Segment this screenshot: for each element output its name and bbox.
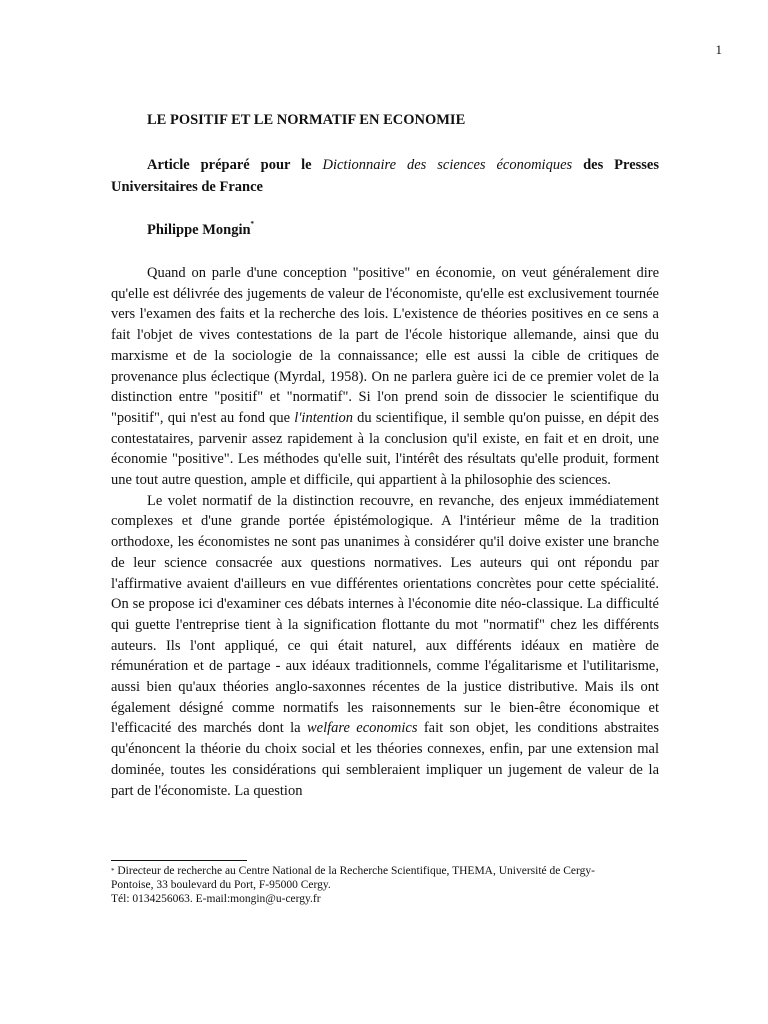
footnote-mark: * [111,867,115,875]
page-number: 1 [715,42,722,57]
author-label: Philippe Mongin [147,222,251,238]
footnote-line-3: Tél: 0134256063. E-mail:mongin@u-cergy.fr [111,893,321,905]
subtitle-suffix: des Presses Universitaires de France [111,157,659,195]
paragraph-1-part-a: Quand on parle d'une conception "positive" en économie, on veut généralement dire qu'elle est délivrée des jugements de valeur de l'économiste, qu'elle est exclusivement tournée vers l'examen des faits et la recherche des lois. L'existence de théories positives en ce sens a fait l'objet de vives contestations de la part de l'école historique allemande, ainsi que du marxisme et de la sociologie de la connaissance; elle est aussi la cible de critiques de provenance plus éclectique (Myrdal, 1958). On ne parlera guère ici de ce premier volet de la distinction entre "positif" et "normatif". Si l'on prend soin de dissocier le scientifique du "positif", qui n'est au fond que [111,265,659,426]
footnote-divider [111,860,247,861]
subtitle-prefix: Article préparé pour le [147,157,323,173]
author-name [147,222,254,239]
paragraph-2-italic: welfare economics [306,720,418,737]
footnote [111,864,659,906]
footnote-text-1: Directeur de recherche au Centre National de la Recherche Scientifique, THEMA, Université de Cergy- [114,865,595,877]
paragraph-2-part-a: Le volet normatif de la distinction recouvre, en revanche, des enjeux immédiatement complexes et d'une grande portée épistémologique. A l'intérieur même de la tradition orthodoxe, les économistes ne sont pas unanimes à considérer qu'il doive exister une branche de leur science consacrée aux questions normatives. Les auteurs qui ont répondu par l'affirmative avaient d'ailleurs en vue différentes orientations concrètes pour cette spécialité. On se propose ici d'examiner ces débats internes à l'économie dite néo-classique. La difficulté qui guette l'entreprise tient à la signification flottante du mot "normatif" chez les différents auteurs. Ils l'ont appliqué, ce qui était naturel, aux différents idéaux en matière de rémunération et de partage - aux idéaux traditionnels, comme l'égalitarisme et l'utilitarisme, aussi bien qu'aux théories anglo-saxonnes récentes de la justice distributive. Mais ils ont également désigné comme normatifs les raisonnements sur le bien-être économique et l'efficacité des marchés dont la [111,492,659,737]
paragraph-1-part-b: du scientifique, il semble qu'on puisse, en dépit des contestataires, parvenir assez rapidement à la conclusion qu'il existe, en fait et en droit, une économie "positive". Les méthodes qu'elle suit, l'intérêt des résultats qu'elle produit, forment une tout autre question, ample et difficile, qui appartient à la philosophie des sciences. [111,409,659,489]
article-subtitle [111,154,659,198]
footnote-line-1 [111,864,659,878]
paragraph-2 [111,491,659,802]
paragraph-1 [111,263,659,491]
paragraph-1-italic: l'intention [294,409,353,426]
subtitle-dictionary-title: Dictionnaire des sciences économiques [322,157,573,173]
body-text [111,263,659,801]
paragraph-2-part-b: fait son objet, les conditions abstraites qu'énoncent la théorie du choix social et les théories connexes, enfin, par une extension mal dominée, toutes les considérations qui sembleraient impliquer un jugement de valeur de la part de l'économiste. La question [111,720,659,799]
author-footnote-mark: * [250,220,255,228]
footnote-line-2: Pontoise, 33 boulevard du Port, F-95000 Cergy. [111,879,331,891]
article-title: LE POSITIF ET LE NORMATIF EN ECONOMIE [147,112,466,128]
